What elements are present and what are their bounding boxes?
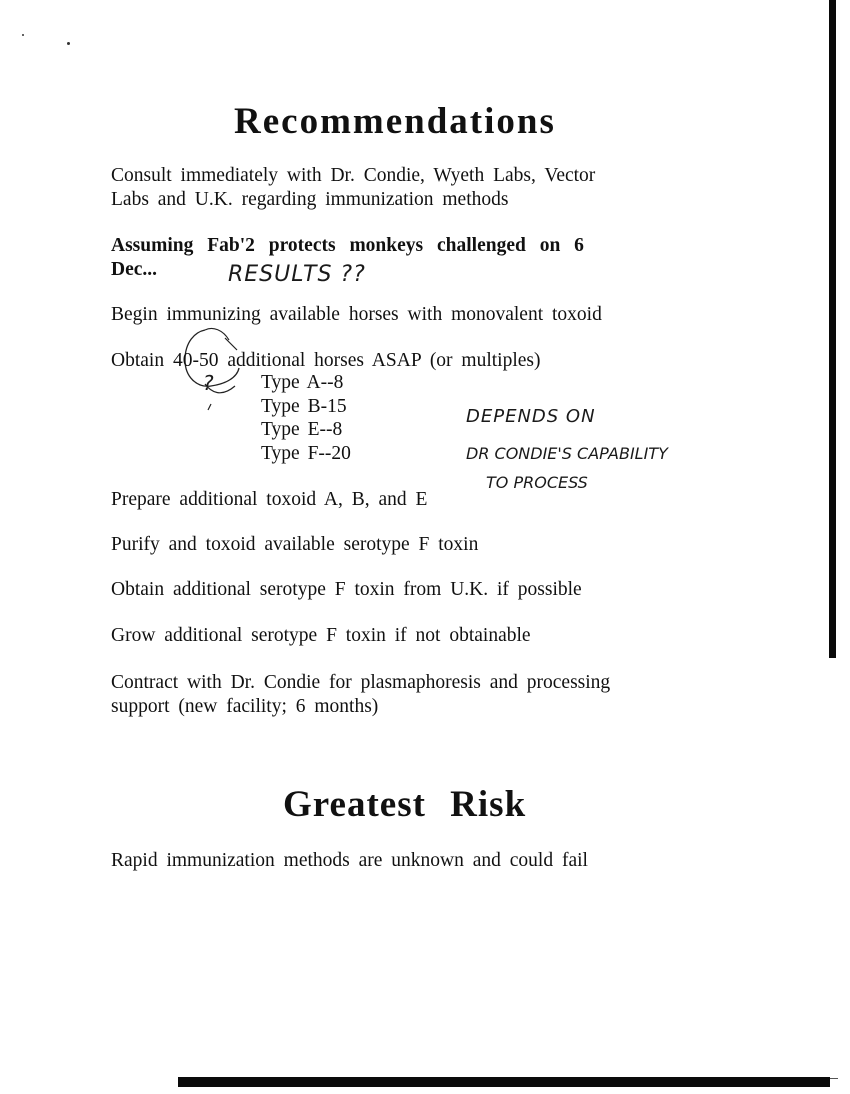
list-item: Type B-15	[261, 395, 347, 417]
begin-immunizing-line: Begin immunizing available horses with monovalent toxoid	[111, 304, 602, 325]
scan-edge-line-bottom	[830, 1078, 838, 1079]
greatest-risk-title: Greatest Risk	[283, 784, 527, 825]
horse-type-list	[261, 372, 351, 466]
list-item: Type E--8	[261, 419, 343, 440]
assuming-line-1: Assuming Fab'2 protects monkeys challenged on 6	[111, 235, 584, 256]
handwritten-results-note: RESULTS ??	[228, 262, 366, 287]
consult-paragraph	[111, 164, 595, 212]
scan-edge-bar-bottom	[178, 1077, 830, 1087]
list-item: Type F--20	[261, 442, 351, 464]
scan-speck	[67, 42, 70, 45]
scan-speck	[22, 34, 24, 36]
obtain-rest: additional horses ASAP (or multiples)	[227, 350, 541, 371]
obtain-prefix: Obtain	[111, 350, 165, 371]
consult-line-1: Consult immediately with Dr. Condie, Wyeth Labs, Vector	[111, 165, 596, 186]
assuming-line-2: Dec...	[111, 259, 158, 280]
obtain-count: 40-50	[172, 350, 219, 371]
consult-line-2: Labs and U.K. regarding immunization methods	[111, 189, 509, 210]
handwritten-depends-line-1: DEPENDS ON	[466, 406, 596, 427]
contract-paragraph	[111, 671, 610, 719]
handwritten-depends-line-3: TO PROCESS	[486, 473, 588, 492]
recommendations-title: Recommendations	[234, 101, 556, 142]
contract-line-2: support (new facility; 6 months)	[111, 696, 379, 717]
obtain-horses-line	[111, 349, 541, 373]
grow-toxin-line: Grow additional serotype F toxin if not obtainable	[111, 625, 531, 646]
obtain-f-toxin-line: Obtain additional serotype F toxin from U.K. if possible	[111, 579, 582, 600]
handwritten-depends-line-2: DR CONDIE'S CAPABILITY	[466, 444, 668, 463]
purify-toxin-line: Purify and toxoid available serotype F toxin	[111, 534, 479, 555]
handwritten-question-mark: ?	[203, 371, 214, 395]
greatest-risk-text: Rapid immunization methods are unknown and could fail	[111, 850, 588, 871]
list-item: Type A--8	[261, 372, 344, 393]
scan-edge-bar-right	[829, 0, 836, 658]
contract-line-1: Contract with Dr. Condie for plasmaphoresis and processing	[111, 672, 611, 693]
prepare-toxoid-line: Prepare additional toxoid A, B, and E	[111, 489, 428, 510]
